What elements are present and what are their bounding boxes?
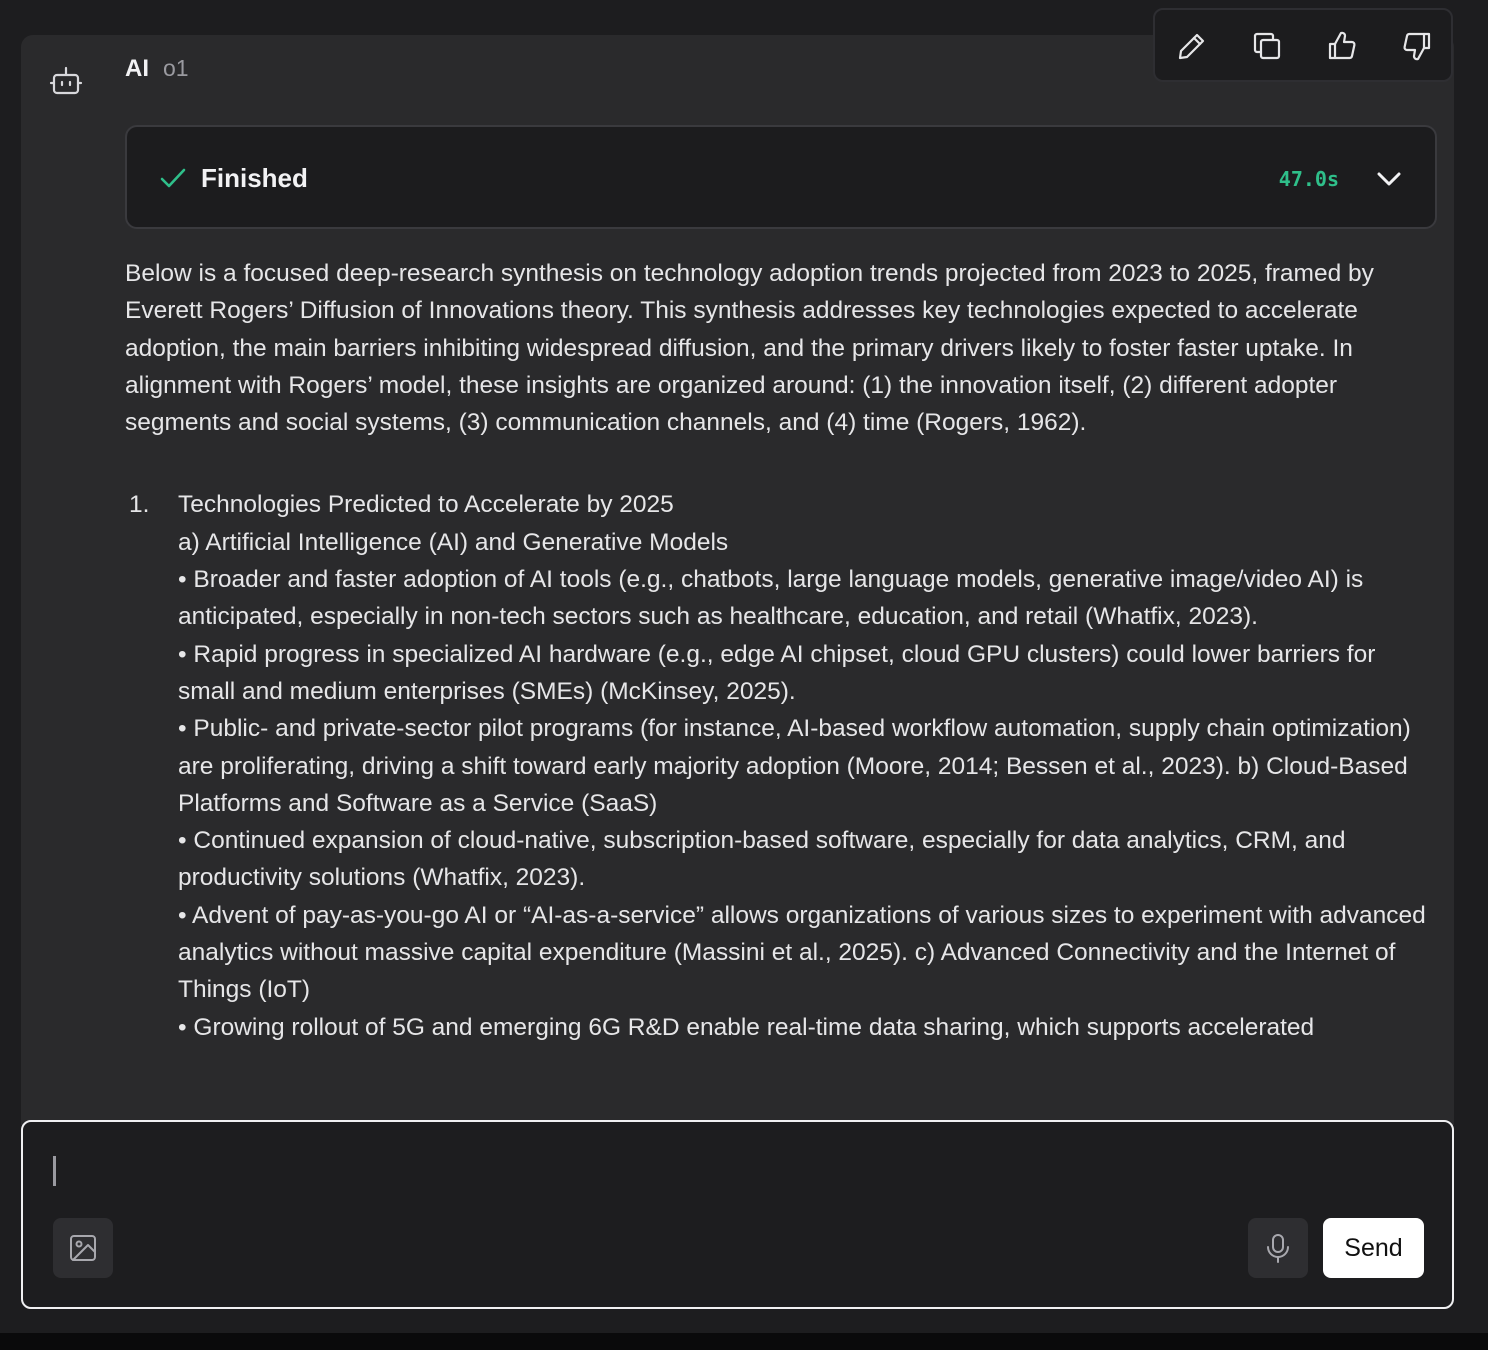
copy-button[interactable] <box>1248 27 1286 65</box>
model-name: o1 <box>163 55 189 81</box>
reasoning-status-panel[interactable] <box>125 125 1437 229</box>
message-actions-toolbar <box>1153 8 1453 82</box>
check-icon <box>159 165 187 191</box>
bullet-line: • Advent of pay-as-you-go AI or “AI-as-a-service” allows organizations of various sizes to experiment with advanced analytics without massive capital expenditure (Massini et al., 2025). c) Advanced Connectivity and the Internet of Things (IoT) <box>178 901 1426 1004</box>
bullet-line: • Rapid progress in specialized AI hardware (e.g., edge AI chipset, cloud GPU clusters) could lower barriers for small and medium enterprises (SMEs) (McKinsey, 2025). <box>178 640 1376 705</box>
edit-button[interactable] <box>1173 27 1211 65</box>
message-composer <box>21 1120 1454 1309</box>
thumbs-down-button[interactable] <box>1398 27 1436 65</box>
thumbs-down-icon <box>1401 30 1433 62</box>
window-bottom-edge <box>0 1333 1488 1350</box>
status-label: Finished <box>201 163 308 193</box>
list-content <box>178 486 1430 1045</box>
status-duration: 47.0s <box>1278 167 1339 191</box>
assistant-message <box>21 35 1454 1125</box>
bullet-line: • Growing rollout of 5G and emerging 6G R&D enable real-time data sharing, which supports accelerated <box>178 1013 1315 1041</box>
chevron-down-icon[interactable] <box>1375 167 1403 191</box>
microphone-button[interactable] <box>1248 1218 1308 1278</box>
send-button[interactable]: Send <box>1323 1218 1424 1278</box>
copy-icon <box>1251 30 1283 62</box>
bullet-line: • Broader and faster adoption of AI tools (e.g., chatbots, large language models, generative image/video AI) is anticipated, especially in non-tech sectors such as healthcare, education, and retail (Whatfix, 2023). <box>178 566 1364 631</box>
section-heading: Technologies Predicted to Accelerate by 2025 <box>178 491 674 519</box>
microphone-icon <box>1263 1232 1293 1264</box>
subsection-heading: a) Artificial Intelligence (AI) and Generative Models <box>178 528 729 556</box>
bullet-line: • Public- and private-sector pilot programs (for instance, AI-based workflow automation, supply chain optimization) are proliferating, driving a shift toward early majority adoption (Moore, 2014; Bessen et al., 2023). b) Cloud-Based Platforms and Software as a Service (SaaS) <box>178 715 1411 817</box>
pencil-icon <box>1176 30 1208 62</box>
message-input[interactable] <box>51 1148 1255 1200</box>
message-header <box>125 55 189 83</box>
image-icon <box>68 1233 98 1263</box>
list-item <box>125 486 1430 1045</box>
list-number: 1. <box>129 491 150 519</box>
thumbs-up-icon <box>1326 30 1358 62</box>
intro-paragraph: Below is a focused deep-research synthesis on technology adoption trends projected from 2023 to 2025, framed by Everett Rogers’ Diffusion of Innovations theory. This synthesis addresses key technologies expected to accelerate adoption, the main barriers inhibiting widespread diffusion, and the primary drivers likely to foster faster uptake. In alignment with Rogers’ model, these insights are organized around: (1) the innovation itself, (2) different adopter segments and social systems, (3) communication channels, and (4) time (Rogers, 1962). <box>125 260 1374 437</box>
attach-image-button[interactable] <box>53 1218 113 1278</box>
message-body <box>125 255 1430 1046</box>
robot-icon <box>49 65 83 99</box>
author-name: AI <box>125 55 149 82</box>
bullet-line: • Continued expansion of cloud-native, subscription-based software, especially for data analytics, CRM, and productivity solutions (Whatfix, 2023). <box>178 827 1346 892</box>
thumbs-up-button[interactable] <box>1323 27 1361 65</box>
